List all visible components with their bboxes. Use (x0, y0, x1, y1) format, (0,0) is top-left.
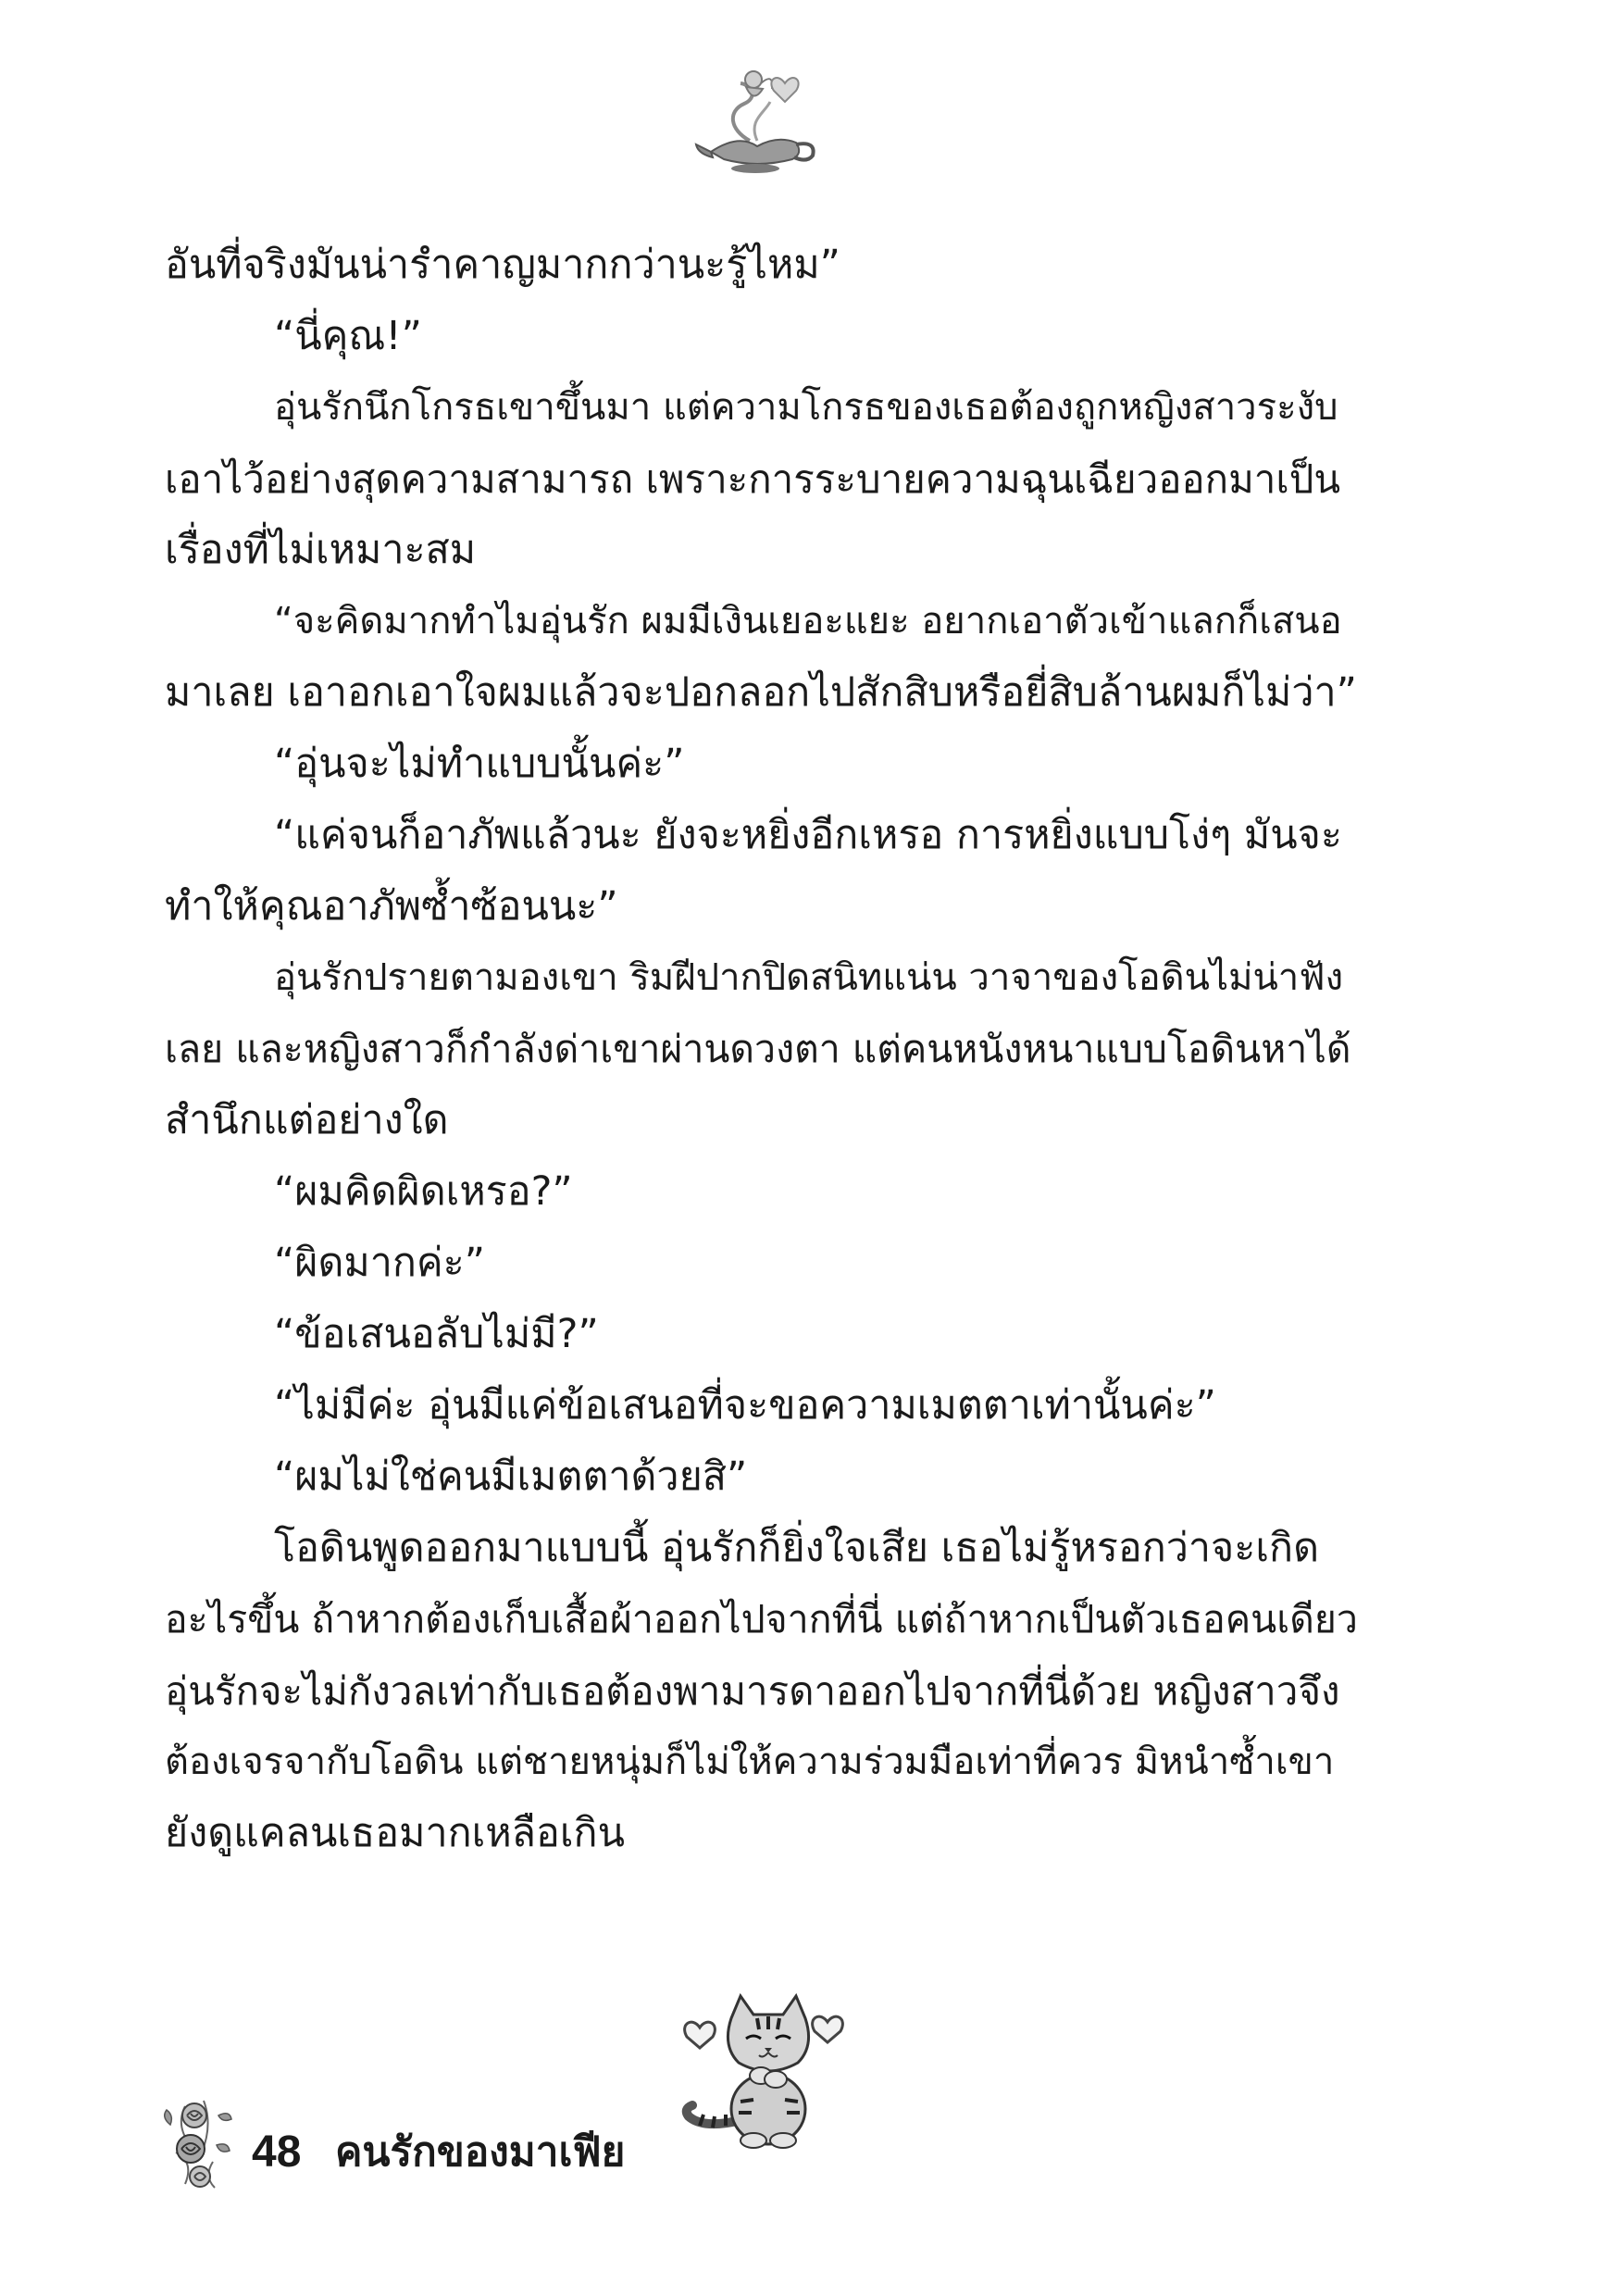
text-line: “นี่คุณ!” (274, 313, 422, 359)
text-line: ทำให้คุณอาภัพซ้ำซ้อนนะ” (165, 883, 618, 930)
text-line: “อุ่นจะไม่ทำแบบนั้นค่ะ” (274, 741, 685, 787)
text-line: “ผิดมากค่ะ” (274, 1240, 486, 1286)
text-line: อุ่นรักจะไม่กังวลเท่ากับเธอต้องพามารดาออกไปจากที่นี่ด้วย หญิงสาวจึง (165, 1668, 1340, 1714)
text-line: อุ่นรักปรายตามองเขา ริมฝีปากปิดสนิทแน่น วาจาของโอดินไม่น่าฟัง (274, 956, 1344, 999)
roses-icon (157, 2088, 241, 2190)
text-line: มาเลย เอาอกเอาใจผมแล้วจะปอกลอกไปสักสิบหรือยี่สิบล้านผมก็ไม่ว่า” (165, 669, 1357, 716)
text-line: อุ่นรักนึกโกรธเขาขึ้นมา แต่ความโกรธของเธอต้องถูกหญิงสาวระงับ (274, 386, 1338, 429)
text-line: เลย และหญิงสาวก็กำลังด่าเขาผ่านดวงตา แต่คนหนังหนาแบบโอดินหาได้ (165, 1027, 1351, 1071)
text-line: “ข้อเสนอลับไม่มี?” (274, 1311, 599, 1357)
text-line: โอดินพูดออกมาแบบนี้ อุ่นรักก็ยิ่งใจเสีย เธอไม่รู้หรอกว่าจะเกิด (274, 1525, 1320, 1571)
text-line: สำนึกแต่อย่างใด (165, 1097, 449, 1143)
page-footer (157, 2088, 676, 2190)
cat-with-hearts-icon (676, 1990, 852, 2152)
text-line: เรื่องที่ไม่เหมาะสม (165, 527, 477, 573)
text-line: “จะคิดมากทำไมอุ่นรัก ผมมีเงินเยอะแยะ อยากเอาตัวเข้าแลกก็เสนอ (274, 600, 1342, 643)
page-body-text (165, 230, 1361, 1869)
text-line: ยังดูแคลนเธอมากเหลือเกิน (165, 1810, 625, 1856)
book-title: คนรักของมาเฟีย (335, 2128, 626, 2176)
text-line: อะไรขึ้น ถ้าหากต้องเก็บเสื้อผ้าออกไปจากที่นี่ แต่ถ้าหากเป็นตัวเธอคนเดียว (165, 1597, 1358, 1641)
text-line: อันที่จริงมันน่ารำคาญมากกว่านะรู้ไหม” (165, 242, 840, 288)
page-number: 48 (252, 2128, 302, 2177)
text-line: เอาไว้อย่างสุดความสามารถ เพราะการระบายความฉุนเฉียวออกมาเป็น (165, 456, 1341, 502)
text-line: “แค่จนก็อาภัพแล้วนะ ยังจะหยิ่งอีกเหรอ การหยิ่งแบบโง่ๆ มันจะ (274, 812, 1342, 858)
text-line: “ไม่มีค่ะ อุ่นมีแค่ข้อเสนอที่จะขอความเมตตาเท่านั้นค่ะ” (274, 1382, 1216, 1429)
text-line: “ผมไม่ใช่คนมีเมตตาด้วยสิ” (274, 1454, 748, 1500)
text-line: ต้องเจรจากับโอดิน แต่ชายหนุ่มก็ไม่ให้ความร่วมมือเท่าที่ควร มิหนำซ้ำเขา (165, 1741, 1335, 1783)
genie-lamp-with-cupid-icon (692, 56, 822, 176)
text-line: “ผมคิดผิดเหรอ?” (274, 1168, 573, 1215)
